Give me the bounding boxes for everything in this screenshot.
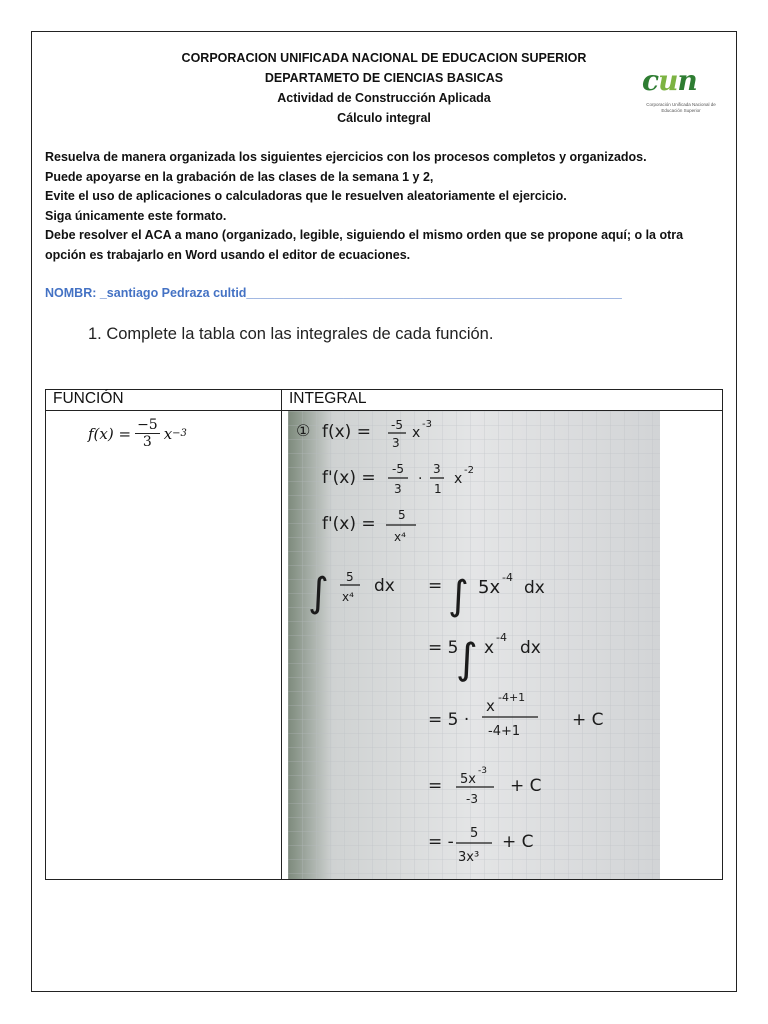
svg-text:5: 5	[470, 826, 479, 841]
instruction-line: Puede apoyarse en la grabación de las clases de la semana 1 y 2,	[45, 169, 434, 184]
svg-text:5: 5	[398, 508, 406, 522]
cun-logo	[640, 64, 720, 120]
function-cell	[46, 411, 282, 880]
instruction-line: Resuelva de manera organizada los siguientes ejercicios con los procesos completos y organizados.	[45, 150, 647, 164]
svg-text:x: x	[486, 697, 495, 715]
column-header-integral: INTEGRAL	[282, 390, 723, 411]
svg-text:x: x	[412, 425, 421, 441]
instruction-line: Siga únicamente este formato.	[45, 208, 227, 223]
svg-text:= -: = -	[428, 832, 454, 852]
svg-text:x: x	[454, 471, 463, 487]
formula-variable: x	[163, 424, 173, 443]
instruction-line: Evite el uso de aplicaciones o calculadoras que le resuelven aleatoriamente el ejercicio.	[45, 189, 567, 204]
column-header-function: FUNCIÓN	[46, 390, 282, 411]
svg-text:5x: 5x	[478, 577, 501, 598]
svg-text:∫: ∫	[456, 634, 478, 683]
svg-text:f'(x) =: f'(x) =	[322, 468, 376, 488]
svg-text:+ C: + C	[572, 710, 604, 730]
institution-title: CORPORACION UNIFICADA NACIONAL DE EDUCACION SUPERIOR	[181, 51, 587, 65]
svg-text:-2: -2	[464, 465, 474, 476]
question-1: 1. Complete la tabla con las integrales de cada función.	[88, 325, 494, 343]
svg-text:∫: ∫	[308, 570, 329, 616]
integrals-table	[45, 389, 723, 880]
svg-text:f(x) =: f(x) =	[322, 422, 371, 442]
svg-text:dx: dx	[524, 578, 545, 598]
department-title: DEPARTAMETO DE CIENCIAS BASICAS	[264, 71, 504, 85]
svg-text:5: 5	[346, 570, 354, 584]
formula-lhs: f(x) =	[88, 424, 132, 443]
handwritten-solution-image	[288, 411, 660, 879]
svg-text:dx: dx	[520, 638, 541, 658]
svg-text:∫: ∫	[448, 573, 469, 619]
svg-text:-3: -3	[478, 766, 487, 776]
fraction-numerator: −5	[137, 417, 158, 433]
instruction-line: Debe resolver el ACA a mano (organizado, legible, siguiendo el mismo orden que se propone aquí; o la otra	[45, 228, 684, 243]
svg-text:-5: -5	[391, 418, 403, 432]
handwritten-marker: ①	[296, 421, 311, 440]
svg-text:-4+1: -4+1	[498, 691, 526, 704]
svg-text:5x: 5x	[460, 772, 476, 787]
svg-text:= 5 ·: = 5 ·	[428, 710, 470, 730]
student-name-line: NOMBR: _santiago Pedraza cultid______________________________________________________	[45, 286, 622, 300]
svg-text:-4: -4	[502, 571, 513, 584]
svg-text:-5: -5	[392, 462, 404, 476]
instructions-block	[45, 148, 735, 266]
fraction-denominator: 3	[142, 434, 152, 450]
svg-text:3: 3	[433, 462, 441, 476]
integral-cell	[282, 411, 723, 880]
formula-fraction	[135, 417, 160, 450]
function-formula	[46, 411, 281, 450]
svg-text:-3: -3	[466, 792, 478, 806]
svg-text:-3: -3	[422, 419, 432, 430]
logo-wordmark: cun	[642, 64, 697, 97]
svg-text:3: 3	[392, 436, 400, 450]
svg-text:=: =	[428, 776, 443, 796]
svg-text:+ C: + C	[510, 776, 542, 796]
svg-text:dx: dx	[374, 576, 395, 596]
handwritten-photo	[282, 411, 722, 879]
svg-text:3x³: 3x³	[458, 850, 480, 865]
svg-text:=: =	[428, 576, 443, 596]
svg-text:-4+1: -4+1	[488, 724, 521, 739]
svg-text:-4: -4	[496, 631, 507, 644]
svg-text:+ C: + C	[502, 832, 534, 852]
formula-exponent: −3	[172, 428, 187, 439]
svg-text:f'(x) =: f'(x) =	[322, 514, 376, 534]
course-title: Cálculo integral	[337, 111, 431, 125]
logo-tagline: Corporación Unificada Nacional de Educación Superior	[646, 102, 716, 113]
activity-title: Actividad de Construcción Aplicada	[277, 91, 491, 105]
svg-text:x⁴: x⁴	[394, 530, 406, 544]
instruction-line: opción es trabajarlo en Word usando el editor de ecuaciones.	[45, 247, 411, 262]
svg-text:x⁴: x⁴	[342, 590, 354, 604]
svg-text:1: 1	[434, 482, 442, 496]
svg-text:x: x	[484, 638, 495, 658]
svg-text:= 5: = 5	[428, 638, 459, 658]
svg-text:3: 3	[394, 482, 402, 496]
svg-text:·: ·	[418, 471, 423, 487]
